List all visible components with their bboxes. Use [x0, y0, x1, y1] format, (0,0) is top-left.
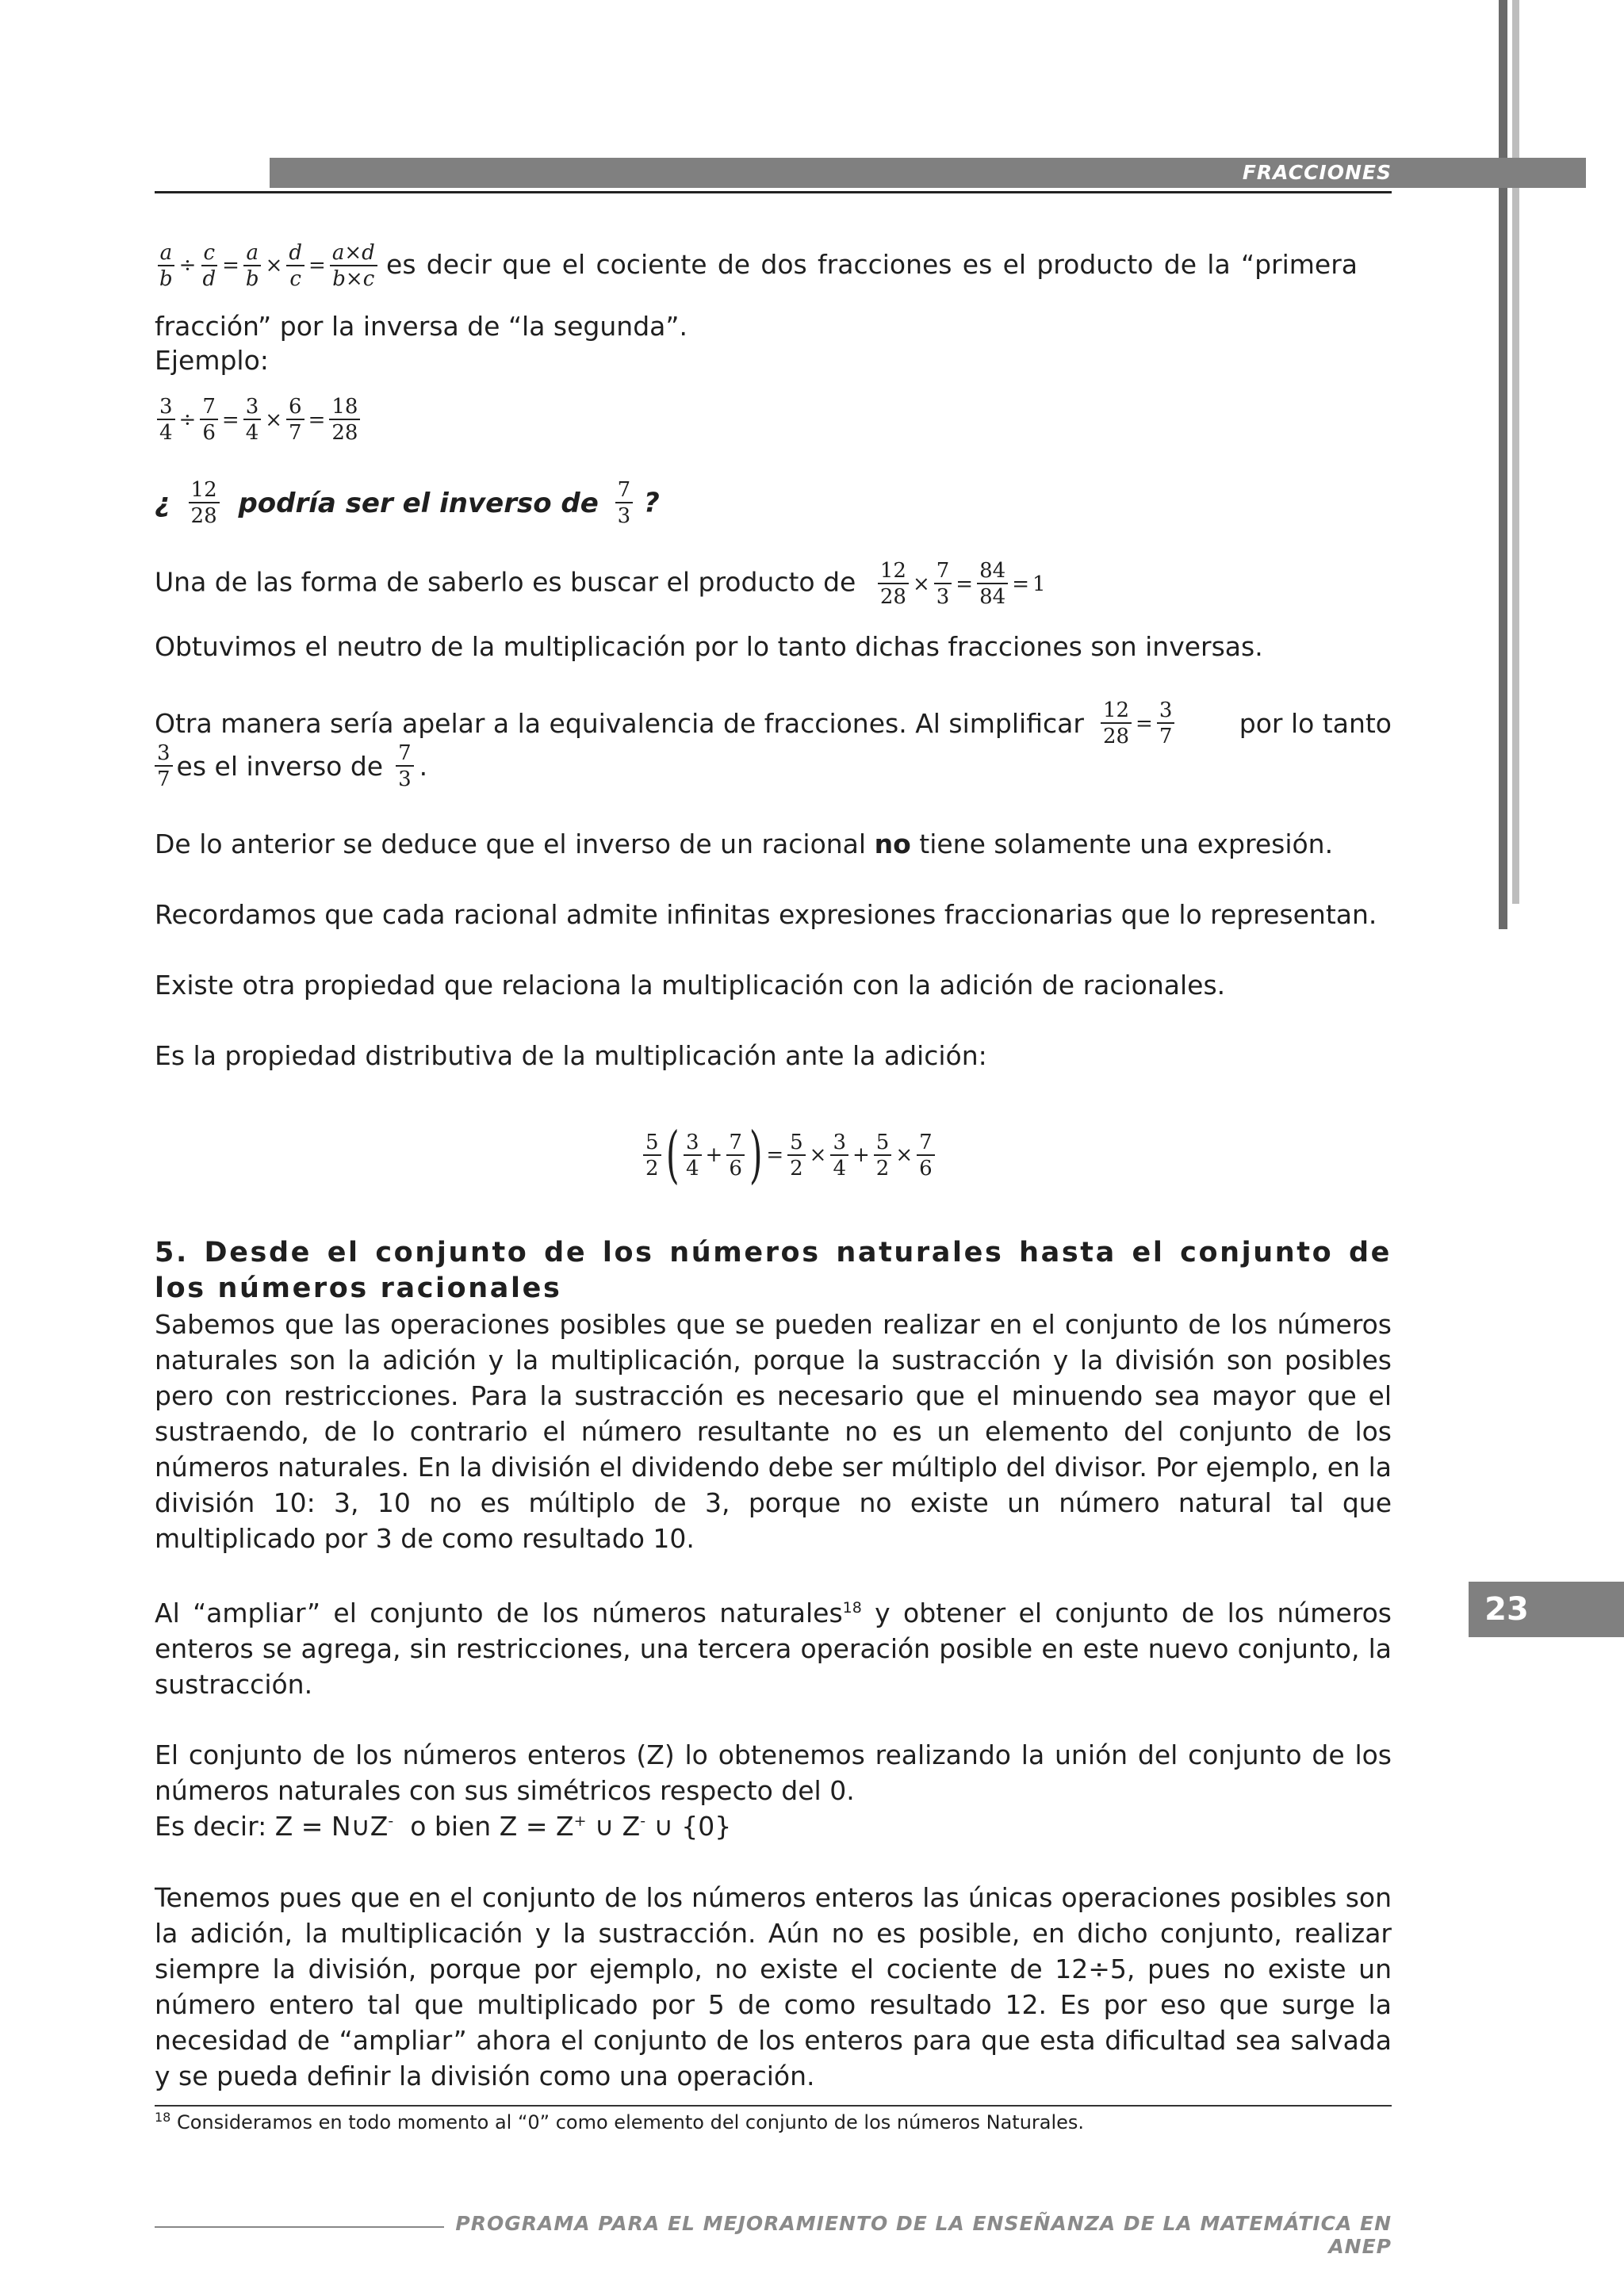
section-5-paragraph-1: Sabemos que las operaciones posibles que se pueden realizar en el conjunto de los números naturales son la adición y la multiplicación, porque la sustracción y la división son posibles pero con restricciones. Para la sustracción es necesario que el minuendo sea mayor que el sustraendo, de lo contrario el número resultante no es un elemento del conjunto de los números naturales. En la división el dividendo debe ser múltiplo del divisor. Por ejemplo, en la división 10: 3, 10 no es múltiplo de 3, porque no existe un número natural tal que multiplicado por 3 de como resultado 10.	[155, 1309, 1392, 1554]
paragraph-division-text2: fracción” por la inversa de “la segunda”.	[155, 311, 688, 342]
example-formula: $\frac{3}{4}$ ÷ $\frac{7}{6}$ = $\frac{3}{4}$ × $\frac{6}{7}$ = $\frac{18}{28}$	[155, 396, 362, 443]
division-formula: $\frac{a}{b}$ ÷ $\frac{c}{d}$ = $\frac{a}{b}$ × $\frac{d}{c}$ = $\frac{a\times d}{b\times c}$	[155, 254, 386, 277]
paragraph-equivalence-line2: $\frac{3}{7}$ es el inverso de $\frac{7}{3}$ .	[155, 743, 427, 790]
header-section-title: FRACCIONES	[1242, 161, 1392, 184]
footnote: $^{18}$ Consideramos en todo momento al “0” como elemento del conjunto de los números Naturales.	[155, 2110, 1085, 2133]
footer-rule	[155, 2226, 444, 2228]
section-5-paragraph-3: El conjunto de los números enteros (Z) lo obtenemos realizando la unión del conjunto de los números naturales con sus simétricos respecto del 0.	[155, 1739, 1392, 1806]
vertical-bar-dark	[1499, 0, 1507, 929]
footnote-ref-18: 18	[842, 1599, 862, 1617]
question-line: ¿ $\frac{12}{28}$ podría ser el inverso de $\frac{7}{3}$ ?	[155, 478, 660, 528]
paragraph-deduction: De lo anterior se deduce que el inverso de un racional no tiene solamente una expresión.	[155, 828, 1334, 859]
section-5-paragraph-4: Tenemos pues que en el conjunto de los números enteros las únicas operaciones posibles son la adición, la multiplicación y la sustracción. Aún no es posible, en dicho conjunto, realizar siempre la división, porque por ejemplo, no existe el cociente de 12÷5, pues no existe un número entero tal que multiplicado por 5 de como resultado 12. Es por eso que surge la necesidad de “ampliar” ahora el conjunto de los enteros para que esta dificultad sea salvada y se pueda definir la división como una operación.	[155, 1882, 1392, 2091]
set-notation-line: Es decir: Z = N∪Z- o bien Z = Z+ ∪ Z- ∪ {0}	[155, 1811, 732, 1842]
example-label: Ejemplo:	[155, 345, 269, 376]
paragraph-division-text1: es decir que el cociente de dos fracciones es el producto de la “primera	[386, 248, 1358, 280]
paragraph-product: Una de las forma de saberlo es buscar el producto de $\frac{12}{28}$ × $\frac{7}{3}$ = $\frac{84}{84}$ = 1	[155, 559, 1046, 609]
emphasis-no: no	[874, 828, 911, 859]
section-5-paragraph-2: Al “ampliar” el conjunto de los números naturales$^{18}$ y obtener el conjunto de los números enteros se agrega, sin restricciones, una tercera operación posible en este nuevo conjunto, la sustracción.	[155, 1598, 1392, 1700]
page-number: 23	[1484, 1591, 1529, 1628]
paragraph-neutral: Obtuvimos el neutro de la multiplicación por lo tanto dichas fracciones son inversas.	[155, 631, 1263, 662]
header-rule	[155, 191, 1392, 193]
footnote-rule	[155, 2105, 1392, 2107]
paragraph-equivalence-line1: Otra manera sería apelar a la equivalencia de fracciones. Al simplificar $\frac{12}{28}$ = $\frac{3}{7}$ por lo tanto	[155, 698, 1392, 748]
paragraph-infinite: Recordamos que cada racional admite infinitas expresiones fraccionarias que lo representan.	[155, 899, 1377, 930]
paragraph-property: Existe otra propiedad que relaciona la multiplicación con la adición de racionales.	[155, 970, 1226, 1001]
vertical-bar-light	[1512, 0, 1519, 904]
paragraph-distributive: Es la propiedad distributiva de la multiplicación ante la adición:	[155, 1040, 987, 1071]
footer-program-title: PROGRAMA PARA EL MEJORAMIENTO DE LA ENSEÑANZA DE LA MATEMÁTICA EN ANEP	[455, 2212, 1392, 2258]
distributive-formula: $\frac{5}{2}$ ( $\frac{3}{4}$ + $\frac{7}{6}$ ) = $\frac{5}{2}$ × $\frac{3}{4}$ + $\frac{5}{2}$ × $\frac{7}{6}$	[641, 1124, 937, 1186]
paragraph-division-rule	[155, 243, 1392, 289]
section-5-title: 5. Desde el conjunto de los números naturales hasta el conjunto de los números racionales	[155, 1237, 1392, 1304]
